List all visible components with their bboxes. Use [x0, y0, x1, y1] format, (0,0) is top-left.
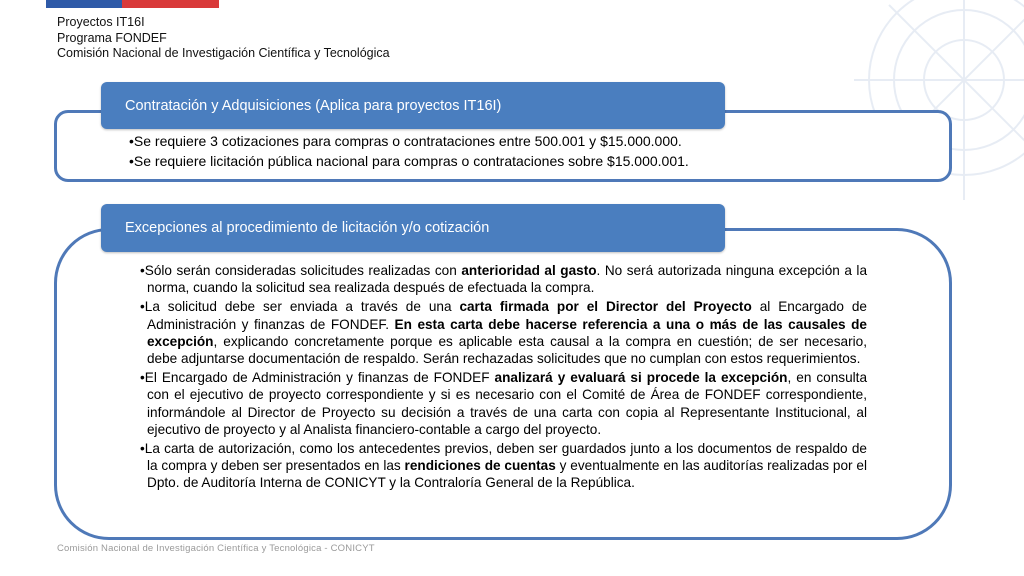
text-segment: , en consulta con el ejecutivo de proyecto correspondiente y si es necesario con el Comité de Área de FONDEF correspondiente, informándole al Director de Proyecto su decisión a través de una carta con copia al Representante Institucional, al ejecutivo de proyecto y al Analista financiero-contable a cargo del proyecto. — [147, 370, 868, 437]
bold-segment: analizará y evaluará si procede la excepción — [494, 370, 788, 386]
text-segment: •La carta de autorización, como los antecedentes previos, deben ser guardados junto a los documentos de respaldo de la compra y deben ser presentados en las — [140, 441, 867, 474]
text-segment: •La solicitud debe ser enviada a través de una — [140, 299, 460, 315]
bold-segment: rendiciones de cuentas — [404, 458, 556, 474]
slide-header — [57, 15, 390, 62]
text-segment: al Encargado de Administración y finanzas de FONDEF. — [147, 299, 867, 332]
text-segment: •El Encargado de Administración y finanzas de FONDEF — [140, 370, 495, 386]
list-item: •Se requiere licitación pública nacional para compras o contrataciones sobre $15.000.001. — [129, 153, 689, 169]
header-program: Programa FONDEF — [57, 30, 167, 45]
contratacion-list — [129, 131, 889, 171]
flag-red-segment — [122, 0, 219, 8]
flag-stripe — [46, 0, 219, 8]
bold-segment: carta firmada por el Director del Proyecto — [459, 299, 752, 315]
section-title-text: Excepciones al procedimiento de licitación y/o cotización — [125, 220, 490, 236]
list-item — [140, 298, 867, 367]
list-item — [140, 369, 867, 438]
list-item — [140, 262, 867, 296]
flag-blue-segment — [46, 0, 122, 8]
excepciones-list — [140, 262, 867, 494]
header-project: Proyectos IT16I — [57, 15, 145, 29]
section-title-text: Contratación y Adquisiciones (Aplica para proyectos IT16I) — [125, 97, 502, 114]
text-segment: , explicando concretamente porque es aplicable esta causal a la compra en cuestión; de ser necesario, debe adjuntarse documentación de respaldo. Serán rechazadas solicitudes que no cumplan con estos requerimientos. — [147, 333, 867, 367]
list-item — [140, 440, 867, 492]
bold-segment: anterioridad al gasto — [461, 263, 597, 278]
text-segment: . No será autorizada ninguna excepción a la norma, cuando la solicitud sea realizada después de efectuada la compra. — [147, 263, 868, 296]
section-title-excepciones — [101, 204, 725, 252]
list-item: •Se requiere 3 cotizaciones para compras o contrataciones entre 500.001 y $15.000.000. — [129, 133, 682, 149]
header-institution: Comisión Nacional de Investigación Científica y Tecnológica — [57, 46, 390, 60]
bold-segment: En esta carta debe hacerse referencia a una o más de las causales de excepción — [147, 316, 867, 349]
text-segment: •Sólo serán consideradas solicitudes realizadas con — [140, 263, 462, 278]
text-segment: y eventualmente en las auditorías realizadas por el Dpto. de Auditoría Interna de CONICYT y la Contraloría General de la República. — [147, 458, 867, 491]
slide-footer: Comisión Nacional de Investigación Científica y Tecnológica - CONICYT — [57, 543, 375, 554]
section-title-contratacion — [101, 82, 725, 129]
